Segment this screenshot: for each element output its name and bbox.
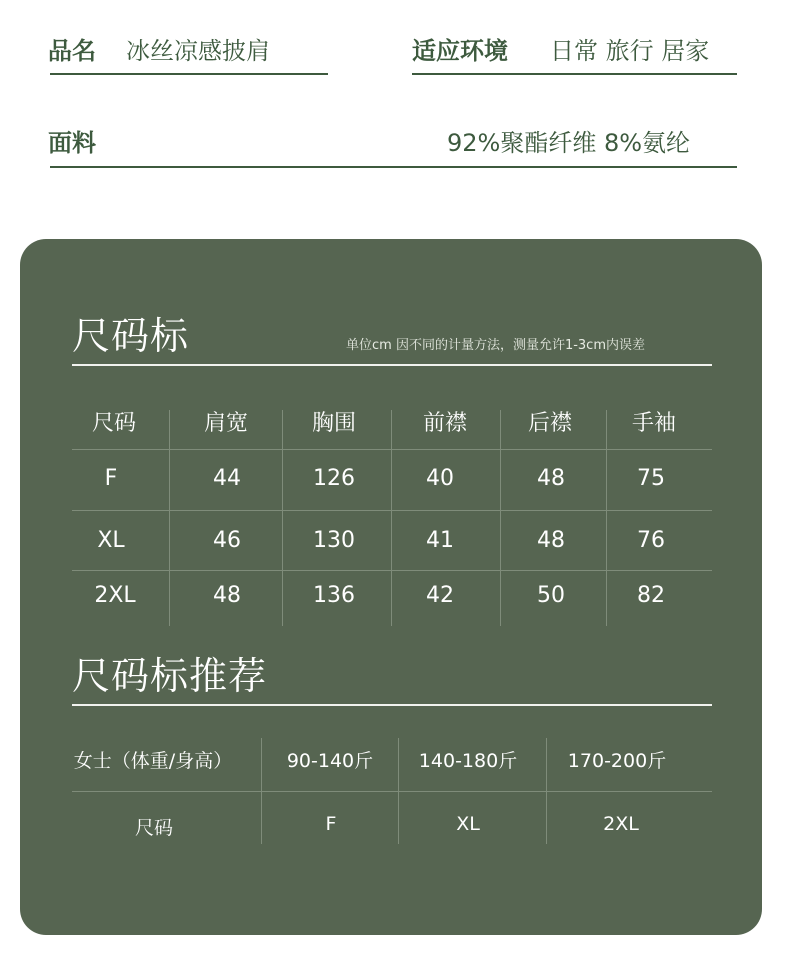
recommend-table-divider (398, 738, 399, 844)
recommend-table-cell: 2XL (603, 813, 639, 835)
fabric-underline (50, 166, 737, 168)
size-table-cell: 48 (213, 583, 241, 608)
recommend-table-cell: F (325, 813, 337, 835)
size-table-cell: F (104, 466, 118, 491)
size-chart-title-underline (72, 364, 712, 366)
size-table-cell: 42 (426, 583, 454, 608)
environment-value: 日常 旅行 居家 (550, 37, 710, 65)
size-table-header: 胸围 (311, 411, 357, 436)
size-table-rule (72, 570, 712, 571)
size-table-divider (169, 410, 170, 626)
recommend-table-divider (546, 738, 547, 844)
environment-underline (412, 73, 737, 75)
recommend-title: 尺码标推荐 (72, 654, 268, 698)
size-table-header: 前襟 (422, 411, 468, 436)
size-table-rule (72, 449, 712, 450)
size-table-cell: 50 (537, 583, 565, 608)
size-table-cell: 48 (537, 466, 565, 491)
size-table-cell: XL (97, 528, 125, 553)
size-table-cell: 130 (313, 528, 355, 553)
size-table-divider (282, 410, 283, 626)
size-table-cell: 46 (213, 528, 241, 553)
fabric-label: 面料 (48, 129, 96, 157)
size-table-cell: 41 (426, 528, 454, 553)
recommend-title-underline (72, 704, 712, 706)
size-table-cell: 48 (537, 528, 565, 553)
product-name-value: 冰丝凉感披肩 (126, 37, 270, 65)
size-table-cell: 2XL (94, 583, 136, 608)
size-chart-note: 单位cm 因不同的计量方法，测量允许1-3cm内误差 (346, 338, 645, 353)
size-table-rule (72, 510, 712, 511)
size-chart-title: 尺码标 (72, 314, 190, 358)
size-table-header: 手袖 (631, 411, 677, 436)
recommend-table-divider (261, 738, 262, 844)
size-table-cell: 75 (637, 466, 665, 491)
size-table-cell: 44 (213, 466, 241, 491)
recommend-table-cell: 90-140斤 (286, 750, 374, 772)
size-table-divider (391, 410, 392, 626)
size-table-cell: 82 (637, 583, 665, 608)
size-table-cell: 40 (426, 466, 454, 491)
size-table-divider (500, 410, 501, 626)
size-table-cell: 136 (313, 583, 355, 608)
size-table-cell: 126 (313, 466, 355, 491)
recommend-table-header: 女士（体重/身高） (73, 750, 233, 772)
recommend-table-header: 尺码 (134, 817, 174, 839)
size-table-header: 肩宽 (203, 411, 249, 436)
name-underline (50, 73, 328, 75)
fabric-value: 92%聚酯纤维 8%氨纶 (447, 129, 691, 157)
recommend-table-cell: XL (456, 813, 480, 835)
environment-label: 适应环境 (412, 37, 508, 65)
size-table-cell: 76 (637, 528, 665, 553)
recommend-table-rule (72, 791, 712, 792)
size-table-header: 尺码 (91, 411, 137, 436)
size-table-divider (606, 410, 607, 626)
size-table-header: 后襟 (527, 411, 573, 436)
recommend-table-cell: 170-200斤 (567, 750, 667, 772)
product-name-label: 品名 (48, 37, 96, 65)
recommend-table-cell: 140-180斤 (418, 750, 518, 772)
